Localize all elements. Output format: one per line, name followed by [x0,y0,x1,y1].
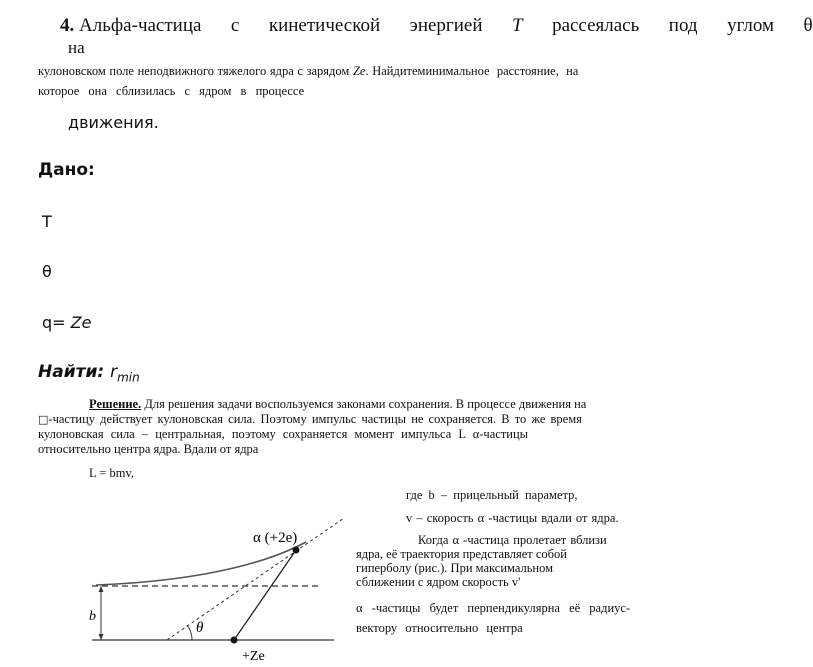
right-text-line-4: сближении с ядром скорость v' [356,575,521,589]
solution-line-3: кулоновская сила – центральная, поэтому сохраняется момент импульса L α-частицы [38,427,529,441]
problem-number: 4. [60,15,75,36]
solution-line-4: относительно центра ядра. Вдали от ядра [38,442,259,456]
impact-parameter-label: b [89,609,96,624]
problem-title-text: Альфа-частица с кинетической энергией T рассеялась под углом θ [79,15,813,36]
given-charge [42,313,91,332]
impact-arrow-up [99,586,104,592]
solution-label: Решение. [89,397,142,411]
nucleus-label: +Ze [242,649,265,664]
right-text-line-1: Когда α -частица пролетает вблизи [418,533,607,547]
solution-line-1-text: Для решения задачи воспользуемся законами сохранения. В процессе движения на [144,397,587,411]
solution-line-2-text: -частицу действует кулоновская сила. Поэтому импульс частицы не сохраняется. В то же время [48,412,582,426]
problem-na: на [68,38,85,57]
scattering-diagram [84,514,350,664]
problem-line-3: которое она сблизилась с ядром в процессе [38,84,305,98]
right-text-line-2: ядра, её траектория представляет собой [356,547,567,561]
problem-title [60,15,813,37]
find-r: r [110,362,118,382]
solution-line-1 [89,397,586,412]
given-theta: θ [42,262,52,281]
given-q-label: q= [42,313,66,332]
alpha-particle-dot [293,547,300,554]
right-text-line-5: α -частицы будет перпендикулярна её радиус- [356,601,631,615]
find-heading [38,362,140,384]
alpha-label: α (+2e) [253,530,298,546]
missing-glyph: □ [38,413,49,426]
given-T: T [42,212,52,231]
theta-label: θ [196,620,204,636]
scattering-angle-arc [187,625,192,640]
find-subscript: min [117,370,140,385]
solution-line-2 [38,412,582,427]
problem-motion: движения. [68,113,159,132]
radius-vector [234,550,296,640]
right-text-line-6: вектору относительно центра [356,621,523,635]
given-heading: Дано: [38,160,95,180]
velocity-def: v – скорость α -частицы вдали от ядра. [406,511,619,525]
hyperbolic-trajectory [96,542,306,585]
find-label: Найти: [38,362,105,382]
right-text-line-3: гиперболу (рис.). При максимальном [356,561,554,575]
nucleus-dot [231,637,238,644]
given-q-value: Ze [70,313,92,332]
angular-momentum-formula: L = bmv, [89,466,135,480]
problem-line-2: кулоновском поле неподвижного тяжелого ядра с зарядом Ze. Найдитеминимальное расстояние, на [38,64,579,78]
impact-parameter-def: где b – прицельный параметр, [406,488,578,502]
impact-arrow-down [99,634,104,640]
